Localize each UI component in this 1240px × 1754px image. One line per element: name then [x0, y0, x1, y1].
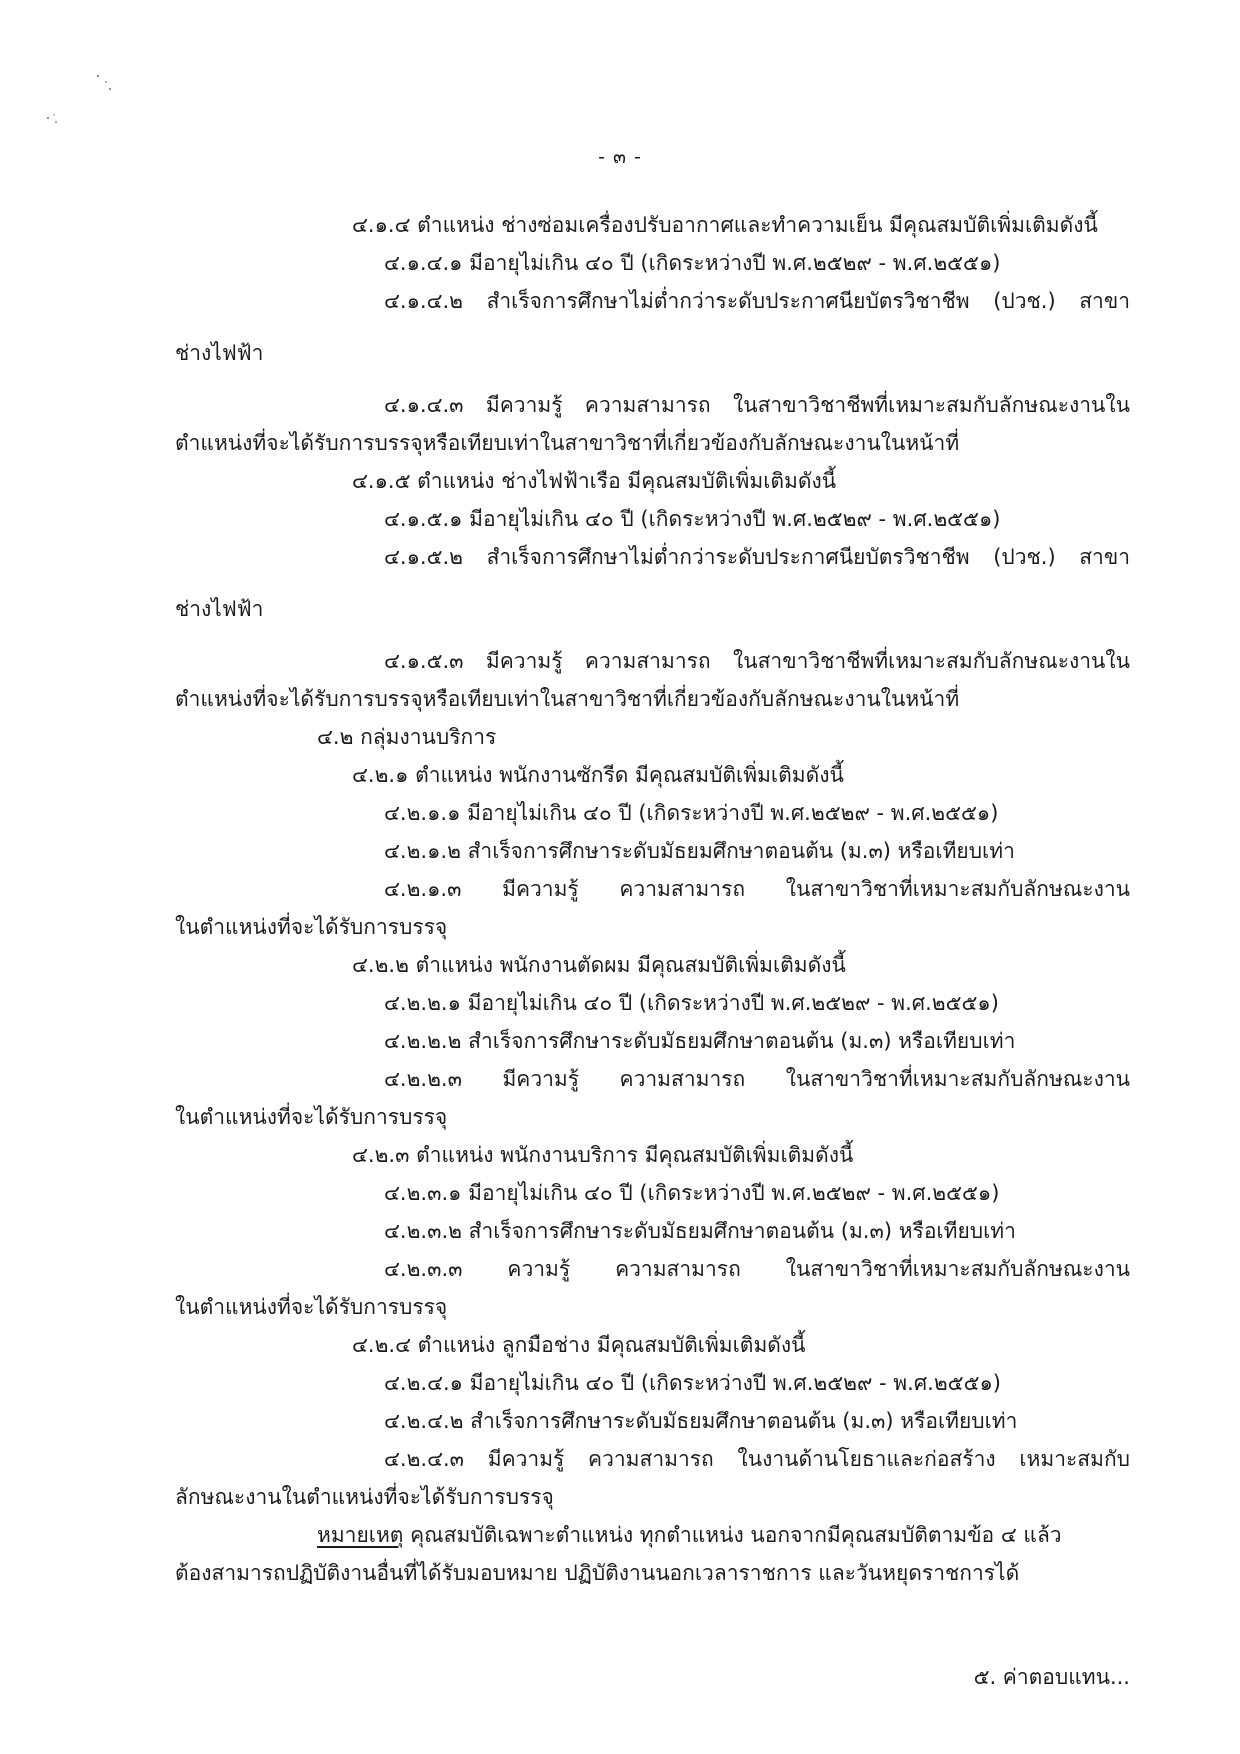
- document-body: [175, 206, 1130, 1696]
- section-4-2-4-title: ๔.๒.๔ ตำแหน่ง ลูกมือช่าง มีคุณสมบัติเพิ่มเติมดังนี้: [352, 1333, 806, 1357]
- section-4-1-5-2-continuation: ช่างไฟฟ้า: [175, 597, 264, 621]
- section-4-2-3-1: ๔.๒.๓.๑ มีอายุไม่เกิน ๔๐ ปี (เกิดระหว่างปี พ.ศ.๒๕๒๙ - พ.ศ.๒๕๕๑): [384, 1181, 1000, 1205]
- section-4-1-4-2: ๔.๑.๔.๒ สำเร็จการศึกษาไม่ต่ำกว่าระดับประกาศนียบัตรวิชาชีพ (ปวช.) สาขา: [384, 289, 1130, 313]
- section-4-2-4-1: ๔.๒.๔.๑ มีอายุไม่เกิน ๔๐ ปี (เกิดระหว่างปี พ.ศ.๒๕๒๙ - พ.ศ.๒๕๕๑): [384, 1371, 1001, 1395]
- remark-text: คุณสมบัติเฉพาะตำแหน่ง ทุกตำแหน่ง นอกจากมีคุณสมบัติตามข้อ ๔ แล้ว: [403, 1523, 1062, 1547]
- section-4-2-3-3: ๔.๒.๓.๓ ความรู้ ความสามารถ ในสาขาวิชาที่เหมาะสมกับลักษณะงาน: [384, 1257, 1130, 1281]
- section-4-1-4-1: ๔.๑.๔.๑ มีอายุไม่เกิน ๔๐ ปี (เกิดระหว่างปี พ.ศ.๒๕๒๙ - พ.ศ.๒๕๕๑): [384, 251, 1001, 275]
- section-4-1-5-title: ๔.๑.๕ ตำแหน่ง ช่างไฟฟ้าเรือ มีคุณสมบัติเพิ่มเติมดังนี้: [352, 469, 837, 493]
- section-4-1-5-2: ๔.๑.๕.๒ สำเร็จการศึกษาไม่ต่ำกว่าระดับประกาศนียบัตรวิชาชีพ (ปวช.) สาขา: [384, 545, 1130, 569]
- section-4-2-1-3-continuation: ในตำแหน่งที่จะได้รับการบรรจุ: [175, 915, 448, 939]
- section-4-1-4-title: ๔.๑.๔ ตำแหน่ง ช่างซ่อมเครื่องปรับอากาศและทำความเย็น มีคุณสมบัติเพิ่มเติมดังนี้: [352, 213, 1098, 237]
- section-4-1-4-3: ๔.๑.๔.๓ มีความรู้ ความสามารถ ในสาขาวิชาชีพที่เหมาะสมกับลักษณะงานใน: [384, 393, 1130, 417]
- section-4-2-1-3: ๔.๒.๑.๓ มีความรู้ ความสามารถ ในสาขาวิชาที่เหมาะสมกับลักษณะงาน: [384, 877, 1130, 901]
- page-number: - ๓ -: [598, 146, 642, 168]
- section-4-1-5-3: ๔.๑.๕.๓ มีความรู้ ความสามารถ ในสาขาวิชาชีพที่เหมาะสมกับลักษณะงานใน: [384, 649, 1130, 673]
- remark-line: [175, 1516, 1130, 1554]
- section-4-2-3-2: ๔.๒.๓.๒ สำเร็จการศึกษาระดับมัธยมศึกษาตอนต้น (ม.๓) หรือเทียบเท่า: [384, 1219, 1016, 1243]
- section-4-2-2-2: ๔.๒.๒.๒ สำเร็จการศึกษาระดับมัธยมศึกษาตอนต้น (ม.๓) หรือเทียบเท่า: [384, 1029, 1016, 1053]
- section-4-2-2-3: ๔.๒.๒.๓ มีความรู้ ความสามารถ ในสาขาวิชาที่เหมาะสมกับลักษณะงาน: [384, 1067, 1130, 1091]
- section-4-2-2-3-continuation: ในตำแหน่งที่จะได้รับการบรรจุ: [175, 1105, 448, 1129]
- scan-speck-marks: [40, 70, 140, 140]
- section-4-1-5-1: ๔.๑.๕.๑ มีอายุไม่เกิน ๔๐ ปี (เกิดระหว่างปี พ.ศ.๒๕๒๙ - พ.ศ.๒๕๕๑): [384, 507, 1001, 531]
- section-4-2-2-title: ๔.๒.๒ ตำแหน่ง พนักงานตัดผม มีคุณสมบัติเพิ่มเติมดังนี้: [352, 953, 846, 977]
- section-4-1-4-2-continuation: ช่างไฟฟ้า: [175, 341, 264, 365]
- section-4-2-4-3: ๔.๒.๔.๓ มีความรู้ ความสามารถ ในงานด้านโยธาและก่อสร้าง เหมาะสมกับ: [384, 1447, 1130, 1471]
- section-4-2-4-3-continuation: ลักษณะงานในตำแหน่งที่จะได้รับการบรรจุ: [175, 1485, 554, 1509]
- section-4-2-1-1: ๔.๒.๑.๑ มีอายุไม่เกิน ๔๐ ปี (เกิดระหว่างปี พ.ศ.๒๕๒๙ - พ.ศ.๒๕๕๑): [384, 801, 999, 825]
- remark-label: หมายเหตุ: [317, 1523, 404, 1547]
- section-4-2-3-title: ๔.๒.๓ ตำแหน่ง พนักงานบริการ มีคุณสมบัติเพิ่มเติมดังนี้: [352, 1143, 854, 1167]
- section-4-2-2-1: ๔.๒.๒.๑ มีอายุไม่เกิน ๔๐ ปี (เกิดระหว่างปี พ.ศ.๒๕๒๙ - พ.ศ.๒๕๕๑): [384, 991, 999, 1015]
- section-4-1-5-3-continuation: ตำแหน่งที่จะได้รับการบรรจุหรือเทียบเท่าในสาขาวิชาที่เกี่ยวข้องกับลักษณะงานในหน้าที่: [175, 687, 960, 711]
- section-4-2-3-3-continuation: ในตำแหน่งที่จะได้รับการบรรจุ: [175, 1295, 448, 1319]
- remark-continuation: ต้องสามารถปฏิบัติงานอื่นที่ได้รับมอบหมาย ปฏิบัติงานนอกเวลาราชการ และวันหยุดราชการได้: [175, 1561, 1020, 1585]
- section-4-2-4-2: ๔.๒.๔.๒ สำเร็จการศึกษาระดับมัธยมศึกษาตอนต้น (ม.๓) หรือเทียบเท่า: [384, 1409, 1018, 1433]
- section-4-2-1-2: ๔.๒.๑.๒ สำเร็จการศึกษาระดับมัธยมศึกษาตอนต้น (ม.๓) หรือเทียบเท่า: [384, 839, 1015, 863]
- section-4-2-title: ๔.๒ กลุ่มงานบริการ: [317, 725, 497, 749]
- next-page-reference: ๕. ค่าตอบแทน...: [973, 1665, 1130, 1689]
- section-4-2-1-title: ๔.๒.๑ ตำแหน่ง พนักงานซักรีด มีคุณสมบัติเพิ่มเติมดังนี้: [352, 763, 844, 787]
- section-4-1-4-3-continuation: ตำแหน่งที่จะได้รับการบรรจุหรือเทียบเท่าในสาขาวิชาที่เกี่ยวข้องกับลักษณะงานในหน้าที่: [175, 431, 960, 455]
